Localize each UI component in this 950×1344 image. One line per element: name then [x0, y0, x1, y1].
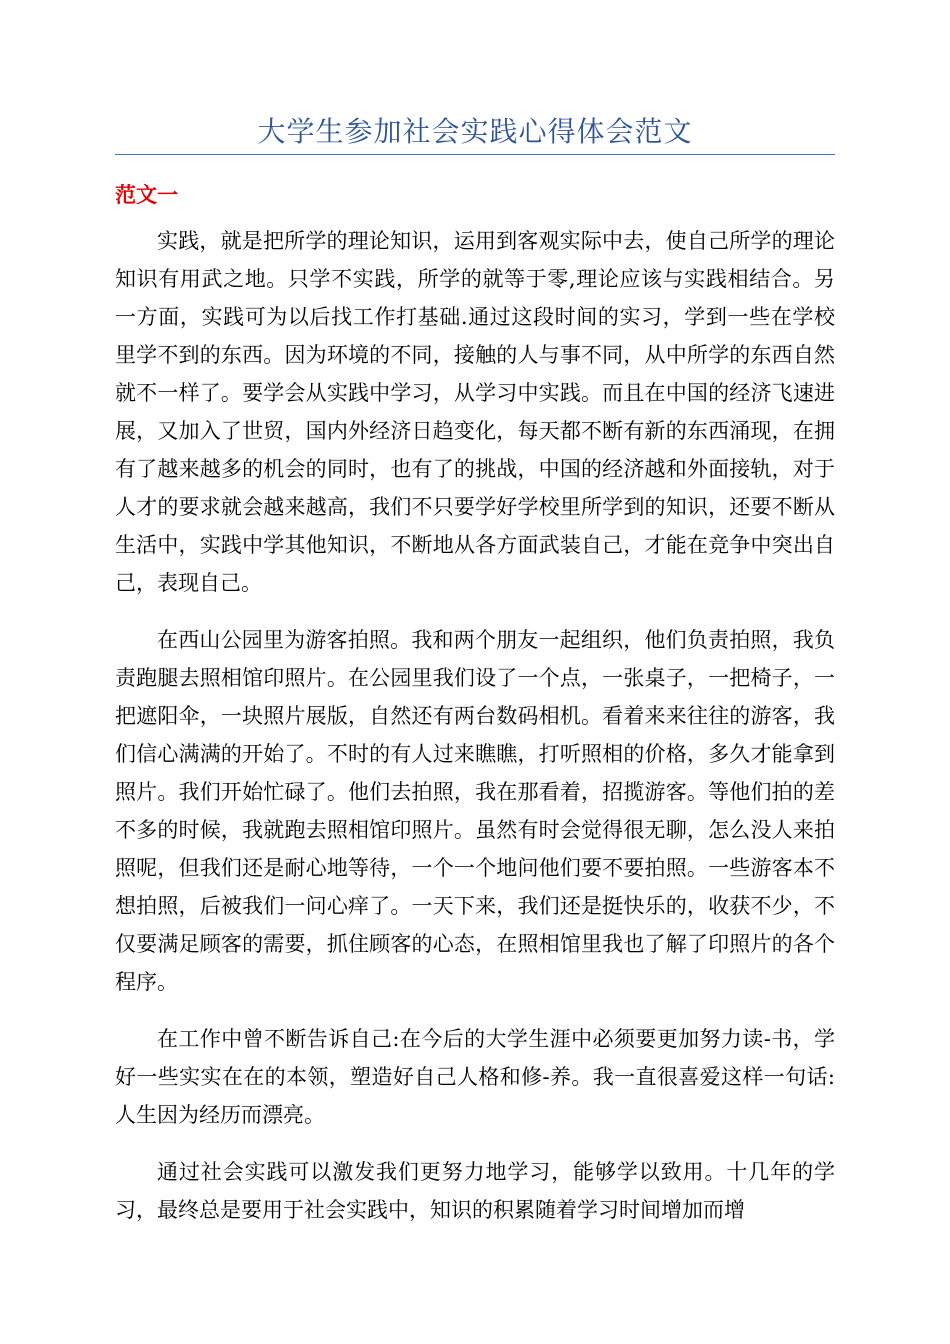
- document-title: 大学生参加社会实践心得体会范文: [257, 115, 693, 148]
- document-body: [115, 222, 835, 1248]
- title-underline: [115, 154, 835, 155]
- paragraph-1: 实践，就是把所学的理论知识，运用到客观实际中去，使自己所学的理论知识有用武之地。只学不实践，所学的就等于零,理论应该与实践相结合。另一方面，实践可为以后找工作打基础.通过这段时间的实习，学到一些在学校里学不到的东西。因为环境的不同，接触的人与事不同，从中所学的东西自然就不一样了。要学会从实践中学习，从学习中实践。而且在中国的经济飞速进展，又加入了世贸，国内外经济日趋变化，每天都不断有新的东西涌现，在拥有了越来越多的机会的同时，也有了的挑战，中国的经济越和外面接轨，对于人才的要求就会越来越高，我们不只要学好学校里所学到的知识，还要不断从生活中，实践中学其他知识，不断地从各方面武装自己，才能在竞争中突出自己，表现自己。: [115, 229, 835, 595]
- paragraph-3: 在工作中曾不断告诉自己:在今后的大学生涯中必须要更加努力读-书，学好一些实实在在的本领，塑造好自己人格和修-养。我一直很喜爱这样一句话:人生因为经历而漂亮。: [115, 1027, 835, 1127]
- paragraph-4: 通过社会实践可以激发我们更努力地学习，能够学以致用。十几年的学习，最终总是要用于社会实践中，知识的积累随着学习时间增加而增: [115, 1160, 835, 1222]
- paragraph-2: 在西山公园里为游客拍照。我和两个朋友一起组织，他们负责拍照，我负责跑腿去照相馆印照片。在公园里我们设了一个点，一张桌子，一把椅子，一把遮阳伞，一块照片展版，自然还有两台数码相机。看着来来往往的游客，我们信心满满的开始了。不时的有人过来瞧瞧，打听照相的价格，多久才能拿到照片。我们开始忙碌了。他们去拍照，我在那看着，招揽游客。等他们拍的差不多的时候，我就跑去照相馆印照片。虽然有时会觉得很无聊，怎么没人来拍照呢，但我们还是耐心地等待，一个一个地问他们要不要拍照。一些游客本不想拍照，后被我们一问心痒了。一天下来，我们还是挺快乐的，收获不少，不仅要满足顾客的需要，抓住顾客的心态，在照相馆里我也了解了印照片的各个程序。: [115, 628, 835, 994]
- section-heading: 范文一: [115, 183, 178, 207]
